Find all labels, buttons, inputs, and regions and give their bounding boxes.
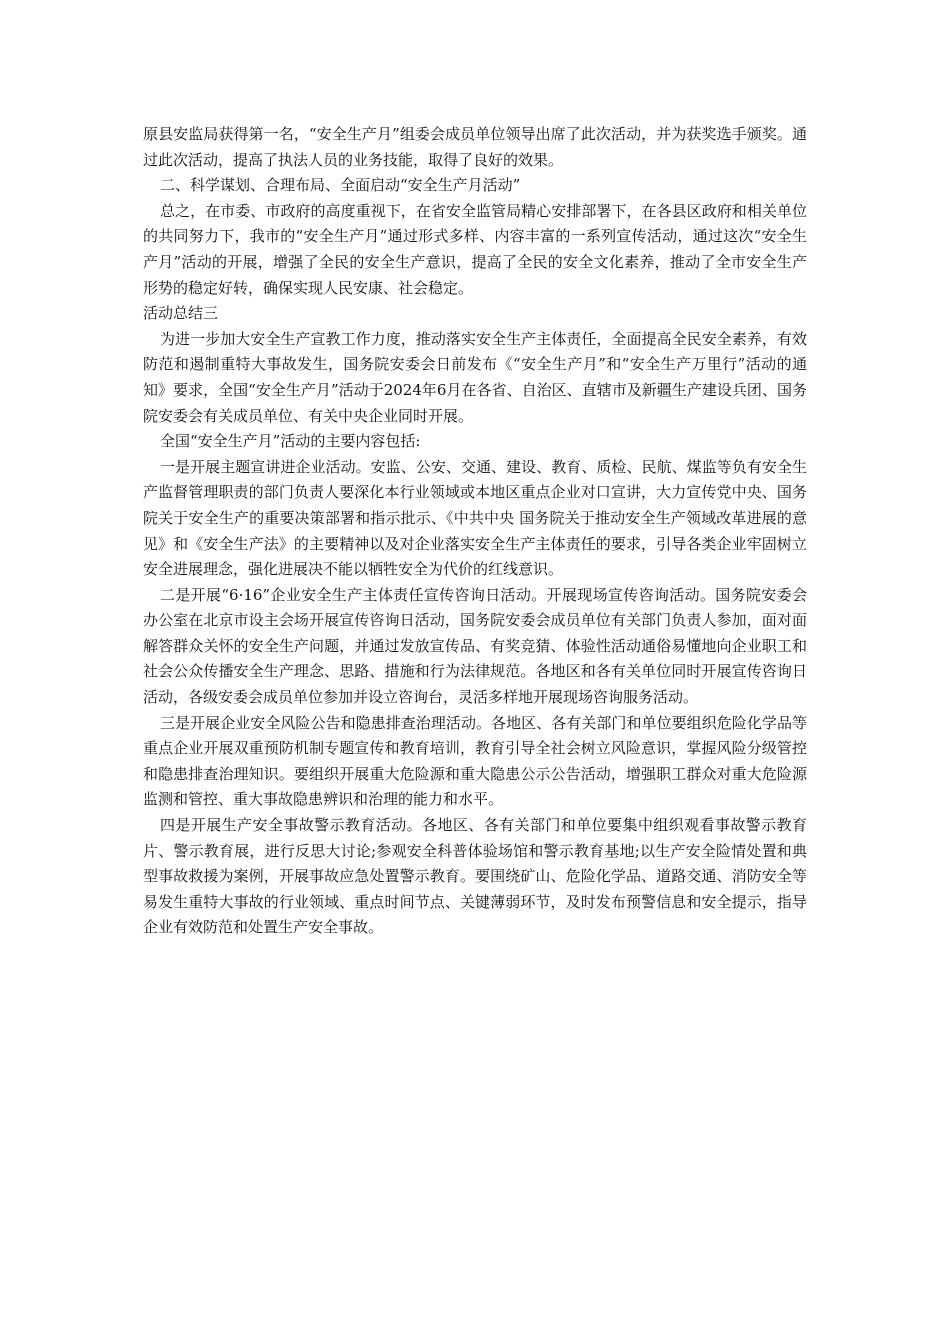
paragraph: 四是开展生产安全事故警示教育活动。各地区、各有关部门和单位要集中组织观看事故警示教育片、警示教育展，进行反思大讨论;参观安全科普体验场馆和警示教育基地;以生产安全险情处置和典型事故救援为案例，开展事故应急处置警示教育。要围绕矿山、危险化学品、道路交通、消防安全等易发生重特大事故的行业领域、重点时间节点、关键薄弱环节，及时发布预警信息和安全提示，指导企业有效防范和处置生产安全事故。 bbox=[143, 816, 807, 937]
paragraph: 全国“安全生产月”活动的主要内容包括: bbox=[160, 432, 421, 451]
paragraph: 一是开展主题宣讲进企业活动。安监、公安、交通、建设、教育、质检、民航、煤监等负有安全生产监督管理职责的部门负责人要深化本行业领域或本地区重点企业对口宣讲，大力宣传党中央、国务院关于安全生产的重要决策部署和指示批示、《中共中央 国务院关于推动安全生产领域改革进展的意见》和《安全生产法》的主要精神以及对企业落实安全生产主体责任的要求，引导各类企业牢固树立安全进展理念，强化进展决不能以牺牲安全为代价的红线意识。 bbox=[143, 457, 807, 579]
paragraph: 二是开展“6·16”企业安全生产主体责任宣传咨询日活动。开展现场宣传咨询活动。国务院安委会办公室在北京市设主会场开展宣传咨询日活动，国务院安委会成员单位有关部门负责人参加，面对面解答群众关怀的安全生产问题，并通过发放宣传品、有奖竞猜、体验性活动通俗易懂地向企业职工和社会公众传播安全生产理念、思路、措施和行为法律规范。各地区和各有关单位同时开展宣传咨询日活动，各级安委会成员单位参加并设立咨询台，灵活多样地开展现场咨询服务活动。 bbox=[143, 585, 807, 707]
section-title: 活动总结三 bbox=[143, 304, 219, 323]
paragraph: 为进一步加大安全生产宣教工作力度，推动落实安全生产主体责任，全面提高全民安全素养，有效防范和遏制重特大事故发生，国务院安委会日前发布《“安全生产月”和“安全生产万里行”活动的通知》要求，全国“安全生产月”活动于2024年6月在各省、自治区、直辖市及新疆生产建设兵团、国务院安委会有关成员单位、有关中央企业同时开展。 bbox=[143, 329, 807, 425]
section-heading: 二、科学谋划、合理布局、全面启动“安全生产月活动” bbox=[160, 176, 521, 195]
paragraph: 原县安监局获得第一名，“安全生产月”组委会成员单位领导出席了此次活动，并为获奖选手颁奖。通过此次活动，提高了执法人员的业务技能，取得了良好的效果。 bbox=[143, 125, 807, 169]
paragraph: 三是开展企业安全风险公告和隐患排查治理活动。各地区、各有关部门和单位要组织危险化学品等重点企业开展双重预防机制专题宣传和教育培训，教育引导全社会树立风险意识，掌握风险分级管控和隐患排查治理知识。要组织开展重大危险源和重大隐患公示公告活动，增强职工群众对重大危险源监测和管控、重大事故隐患辨识和治理的能力和水平。 bbox=[143, 713, 807, 809]
document-body bbox=[143, 122, 807, 941]
paragraph: 总之，在市委、市政府的高度重视下，在省安全监管局精心安排部署下，在各县区政府和相关单位的共同努力下，我市的“安全生产月”通过形式多样、内容丰富的一系列宣传活动，通过这次“安全生产月”活动的开展，增强了全民的安全生产意识，提高了全民的安全文化素养，推动了全市安全生产形势的稳定好转，确保实现人民安康、社会稳定。 bbox=[143, 201, 807, 297]
